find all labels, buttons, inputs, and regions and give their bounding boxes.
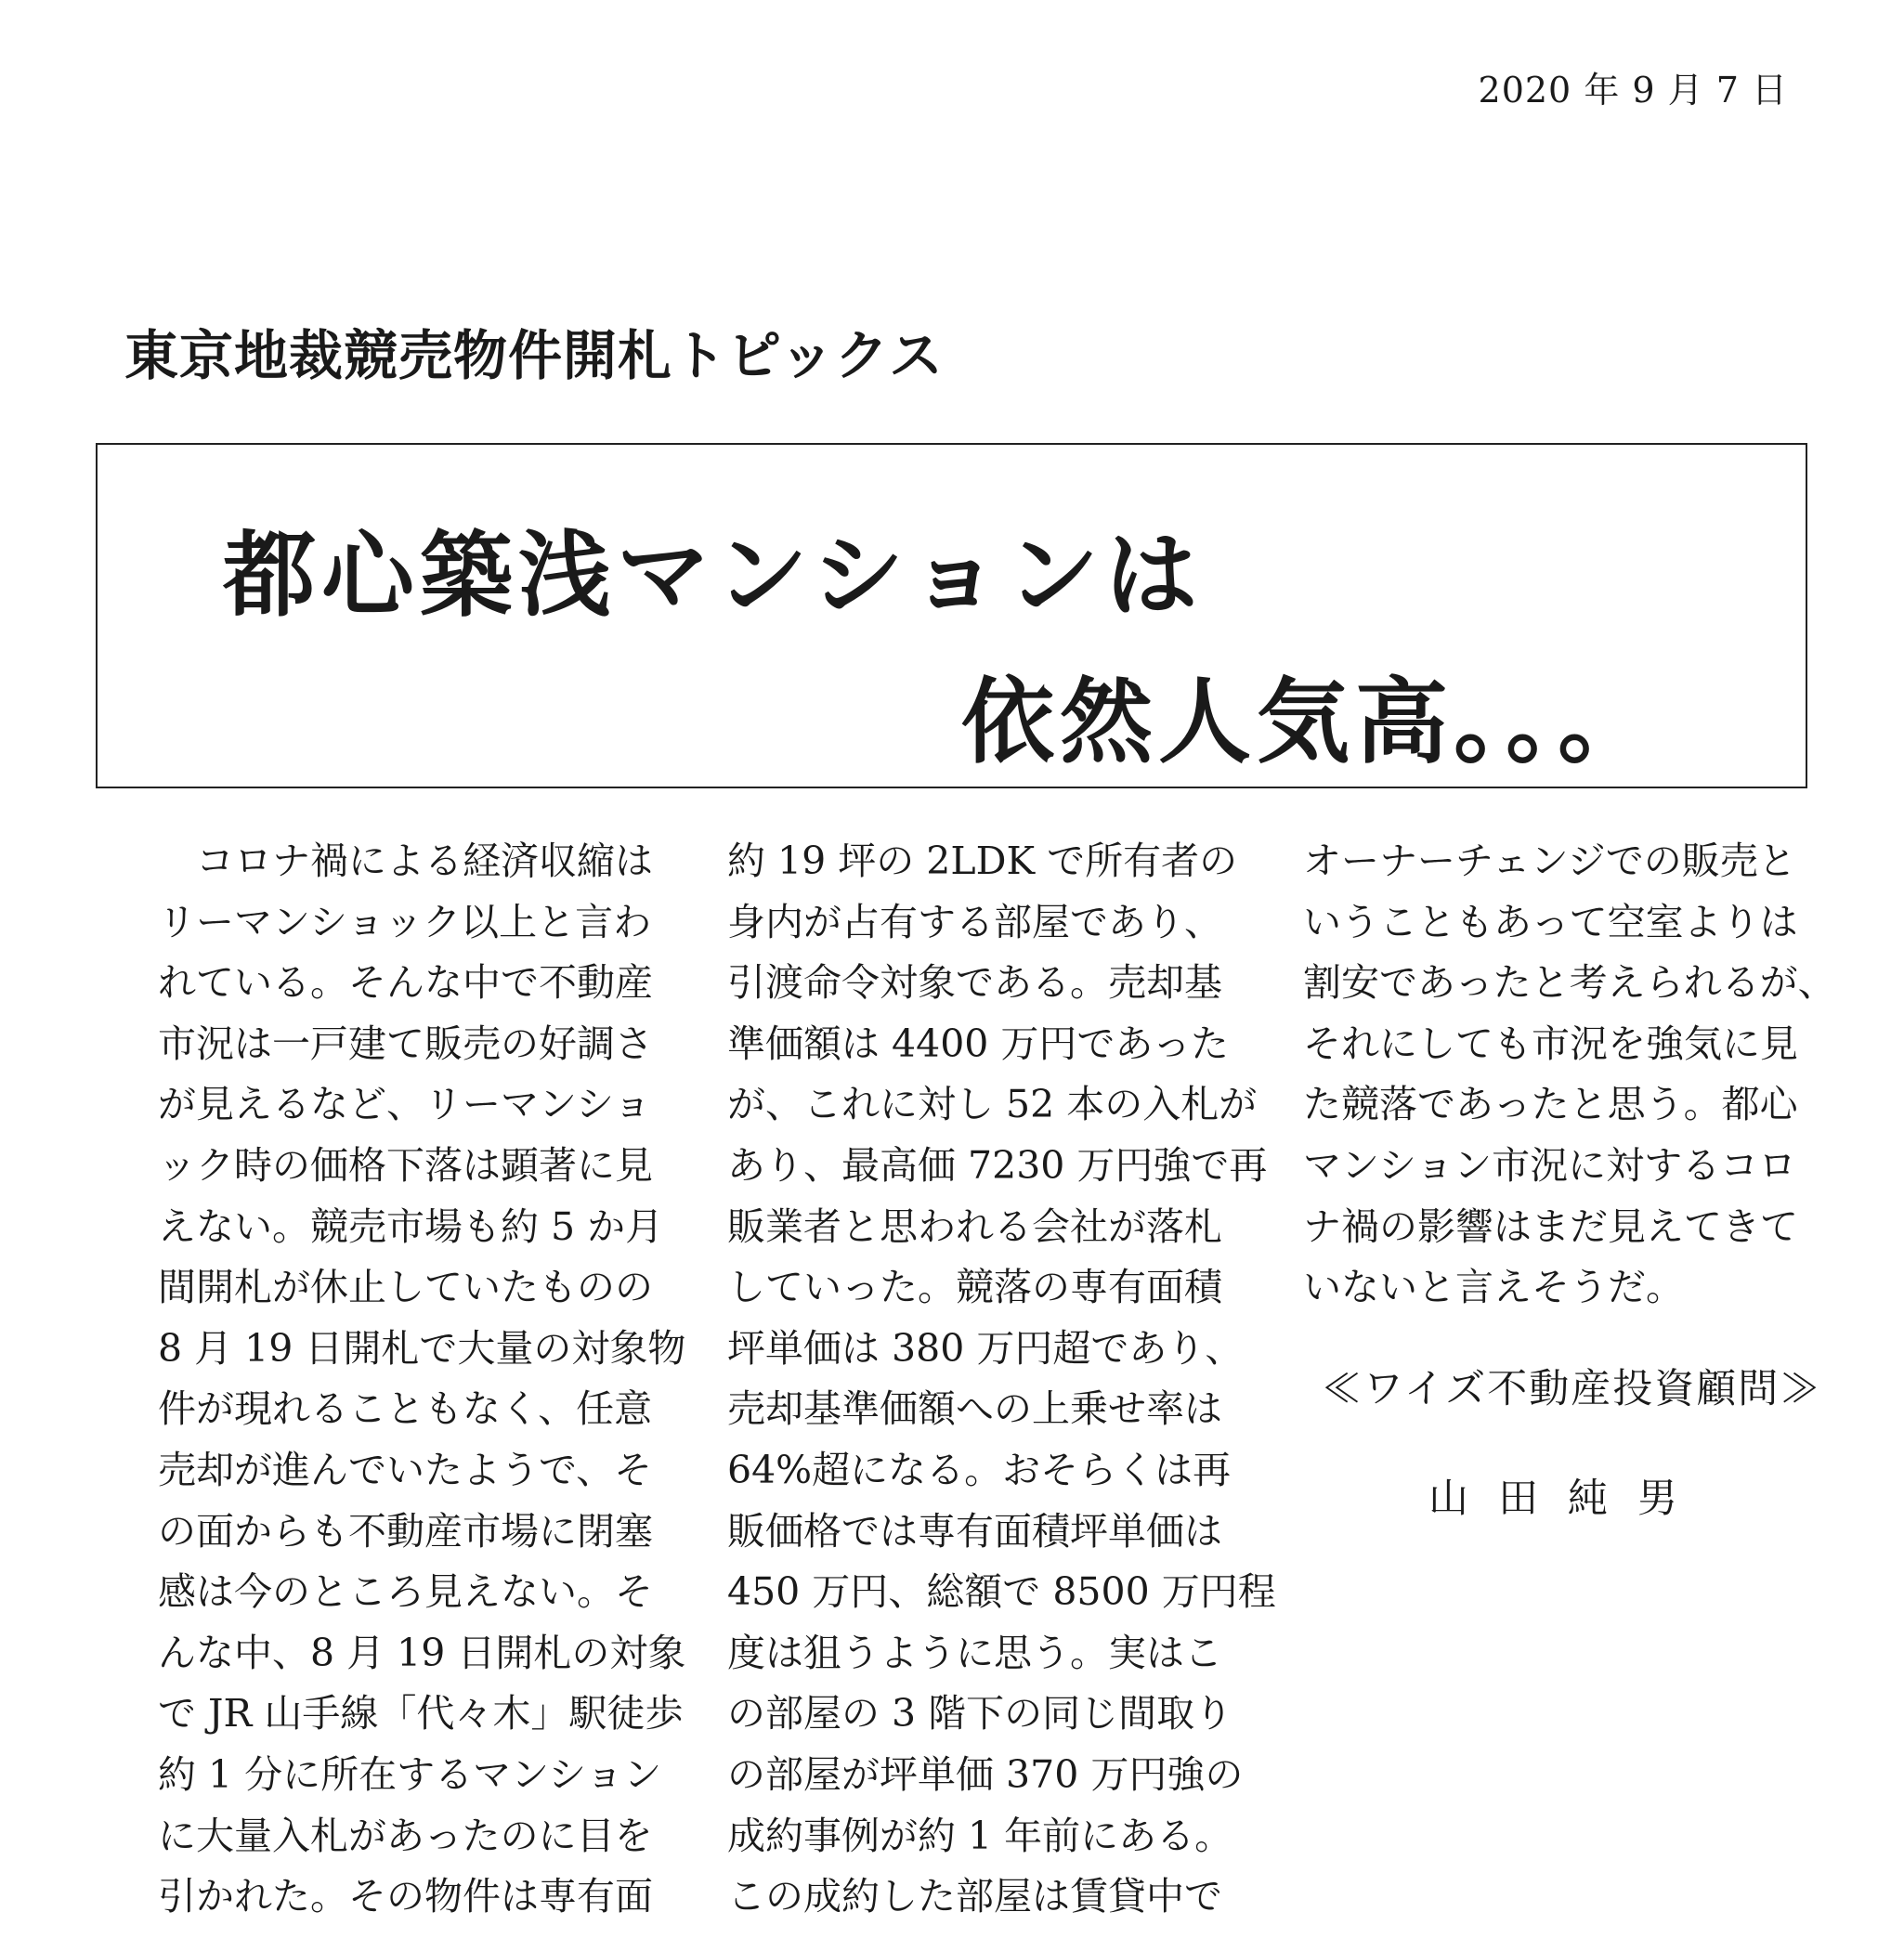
headline-line-1: 都心築浅マンションは <box>223 521 1204 630</box>
column-line: 準価額は 4400 万円であった <box>727 1021 1229 1066</box>
author-affiliation: ≪ワイズ不動産投資顧問≫ <box>1322 1366 1822 1412</box>
column-line: 販価格では専有面積坪単価は <box>727 1508 1222 1554</box>
column-line: ナ禍の影響はまだ見えてきて <box>1303 1203 1798 1249</box>
author-name: 山田純男 <box>1428 1476 1707 1522</box>
column-line: に大量入札があったのに目を <box>158 1813 653 1858</box>
column-line: た競落であったと思う。都心 <box>1303 1082 1798 1127</box>
date: 2020 年 9 月 7 日 <box>1478 70 1788 111</box>
column-line: リーマンショック以上と言わ <box>158 899 652 944</box>
column-line: 市況は一戸建て販売の好調さ <box>158 1021 653 1066</box>
column-line: 坪単価は 380 万円超であり、 <box>727 1325 1244 1371</box>
column-line: 450 万円、総額で 8500 万円程 <box>727 1569 1276 1615</box>
column-line: オーナーチェンジでの販売と <box>1303 839 1796 883</box>
headline-line-2: 依然人気高。。。 <box>961 668 1656 776</box>
column-line: 割安であったと考えられるが、 <box>1303 960 1836 1006</box>
column-line: 64%超になる。おそらくは再 <box>727 1447 1232 1492</box>
column-line: していった。競落の専有面積 <box>727 1265 1222 1310</box>
column-line: ック時の価格下落は顕著に見 <box>158 1142 653 1188</box>
article-column-1 <box>158 831 686 1928</box>
column-line: 度は狙うように思う。実はこ <box>727 1630 1222 1675</box>
column-line: が、これに対し 52 本の入札が <box>727 1082 1258 1127</box>
column-line: 身内が占有する部屋であり、 <box>727 899 1222 944</box>
column-line: で JR 山手線「代々木」駅徒歩 <box>158 1691 684 1736</box>
column-line: 成約事例が約 1 年前にある。 <box>727 1813 1233 1858</box>
column-line: の部屋の 3 階下の同じ間取り <box>727 1691 1233 1736</box>
column-line: の面からも不動産市場に閉塞 <box>158 1508 653 1554</box>
column-line: 売却が進んでいたようで、そ <box>158 1447 653 1492</box>
column-line: 感は今のところ見えない。そ <box>158 1569 653 1615</box>
column-line: 間開札が休止していたものの <box>158 1265 653 1310</box>
column-line: 引渡命令対象である。売却基 <box>727 960 1222 1006</box>
column-line: 件が現れることもなく、任意 <box>158 1386 653 1432</box>
column-line: あり、最高価 7230 万円強で再 <box>727 1142 1268 1188</box>
column-line: マンション市況に対するコロ <box>1303 1142 1797 1188</box>
column-line: 引かれた。その物件は専有面 <box>158 1874 653 1919</box>
column-line: んな中、8 月 19 日開札の対象 <box>158 1630 686 1675</box>
column-line: それにしても市況を強気に見 <box>1303 1021 1798 1066</box>
article-column-2 <box>727 831 1276 1928</box>
column-line: 8 月 19 日開札で大量の対象物 <box>158 1325 686 1371</box>
column-line: れている。そんな中で不動産 <box>158 960 653 1006</box>
column-line: 約 1 分に所在するマンション <box>158 1751 662 1797</box>
article-column-3 <box>1303 831 1836 1319</box>
column-line: が見えるなど、リーマンショ <box>158 1082 652 1127</box>
headline-box <box>96 443 1807 788</box>
column-line: いうこともあって空室よりは <box>1303 899 1798 944</box>
column-line: の部屋が坪単価 370 万円強の <box>727 1751 1244 1797</box>
column-line: 販業者と思われる会社が落札 <box>727 1203 1222 1249</box>
column-line: えない。競売市場も約 5 か月 <box>158 1203 664 1249</box>
column-line: コロナ禍による経済収縮は <box>158 839 653 883</box>
column-line: 約 19 坪の 2LDK で所有者の <box>727 839 1238 883</box>
column-line: いないと言えそうだ。 <box>1303 1265 1684 1310</box>
section-title: 東京地裁競売物件開札トピックス <box>124 324 945 387</box>
column-line: この成約した部屋は賃貸中で <box>727 1874 1222 1919</box>
column-line: 売却基準価額への上乗せ率は <box>727 1386 1222 1432</box>
